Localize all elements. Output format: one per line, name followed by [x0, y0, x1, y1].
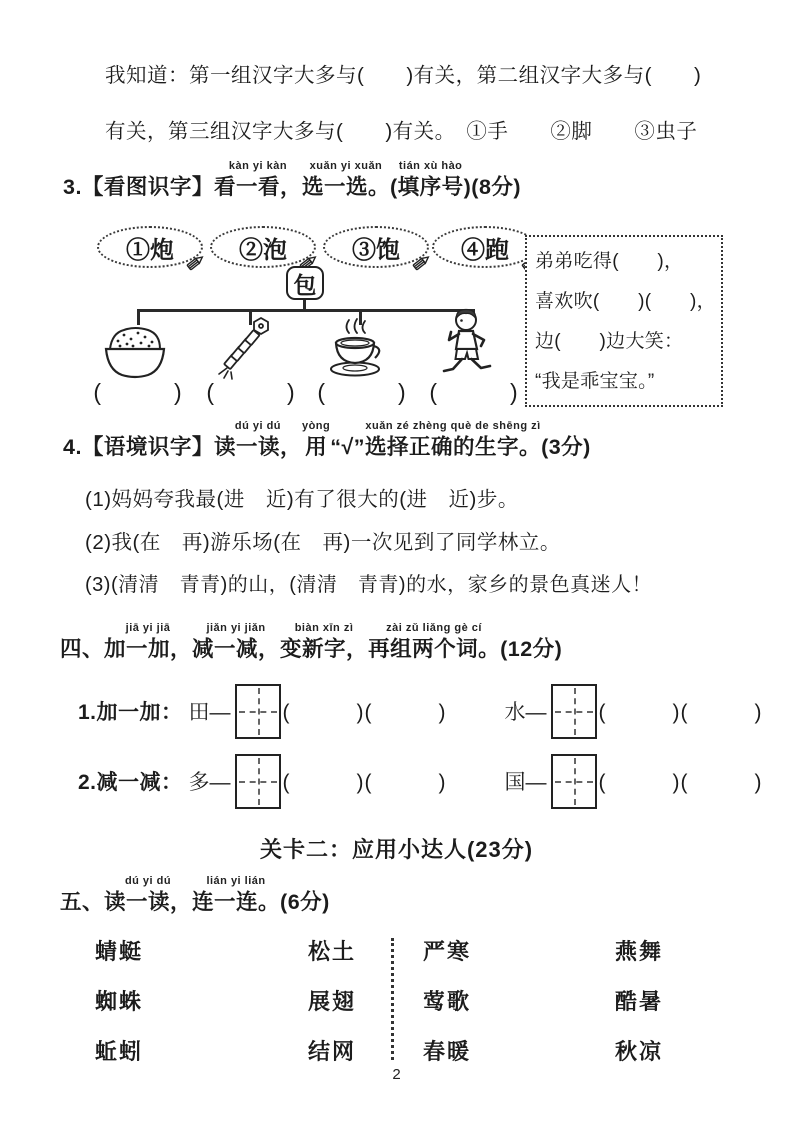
matching-column-seasons-left [423, 939, 471, 1065]
pencil-icon [185, 251, 207, 273]
sentence-box [525, 235, 723, 407]
heading-segment [330, 418, 365, 461]
matching-word: 酷暑 [615, 989, 664, 1014]
heading-text: 变新字， [280, 637, 369, 661]
matching-column-actions [308, 939, 356, 1065]
heading-segment [104, 873, 192, 916]
heading-text: 看一看， [213, 175, 302, 199]
grid-dashed-horizontal [555, 781, 593, 783]
heading-segment [390, 158, 471, 201]
heading-text: 读一读， [213, 435, 302, 459]
answer-blank: ( ) [317, 379, 407, 405]
gateway-two-heading: 关卡二：应用小达人(23分) [259, 837, 534, 862]
heading-segment [192, 873, 280, 916]
pinyin: jiǎn yi jiǎn [206, 622, 266, 634]
pinyin: jiā yi jiā [125, 622, 171, 634]
pinyin: tián xù hào [398, 160, 463, 172]
heading-text: (填序号) [389, 175, 472, 199]
heading-segment [365, 418, 541, 461]
heading-text: 连一连。 [192, 890, 281, 914]
heading-text: 3.【看图识字】 [63, 175, 214, 199]
choice-oval-1 [97, 226, 203, 268]
firecracker-image [215, 314, 277, 382]
heading-segment [104, 620, 192, 663]
row-label: 2.减一减： [78, 771, 183, 794]
matching-word: 结网 [308, 1039, 357, 1064]
word-blanks: ( )( ) [282, 701, 447, 724]
source-character: 多— [188, 771, 231, 794]
heading-text: 用 [305, 435, 328, 459]
heading-text: “√” [330, 435, 366, 459]
matching-word: 燕舞 [615, 939, 664, 964]
pencil-icon [411, 251, 433, 273]
tree-branch-bar [137, 309, 474, 312]
matching-column-animals [95, 939, 143, 1065]
section4-item: (2)我(在 再)游乐场(在 再)一次见到了同学林立。 [85, 531, 561, 554]
grid-dashed-horizontal [239, 781, 277, 783]
heading-segment [192, 620, 280, 663]
sentence-line: 边( )边大笑： [535, 331, 684, 352]
heading-segment [214, 158, 302, 201]
heading-text: 再组两个词。 [368, 637, 501, 661]
heading-segment [368, 620, 500, 663]
section4-heading [63, 418, 591, 461]
heading-text: 四、 [60, 637, 105, 661]
word-blanks: ( )( ) [282, 771, 447, 794]
heading-text: (3分) [541, 435, 591, 459]
matching-column-seasons-right [615, 939, 663, 1065]
matching-word: 严寒 [423, 939, 472, 964]
section3-heading [63, 158, 521, 201]
heading-segment [280, 620, 368, 663]
answer-blank: ( ) [93, 379, 183, 405]
choice-label: ①炮 [126, 236, 174, 264]
heading-text: 选一选。 [301, 175, 390, 199]
heading-text: 选择正确的生字。 [365, 435, 542, 459]
matching-word: 春暖 [423, 1039, 472, 1064]
heading-segment [500, 620, 562, 663]
heading-text: 减一减， [192, 637, 281, 661]
pinyin: dú yi dú [234, 420, 282, 432]
rice-bowl-image [100, 322, 170, 380]
section4-item: (3)(清清 青青)的山，(清清 青青)的水，家乡的景色真迷人！ [85, 574, 653, 596]
teacup-image [322, 318, 390, 382]
heading-segment [60, 620, 104, 663]
grid-dashed-horizontal [239, 711, 277, 713]
choice-oval-2 [210, 226, 316, 268]
matching-word: 秋凉 [615, 1039, 664, 1064]
heading-text: 读一读， [104, 890, 193, 914]
pinyin: xuǎn yi xuǎn [309, 160, 383, 172]
pinyin: zài zǔ liǎng gè cí [386, 622, 482, 634]
heading-segment [541, 418, 591, 461]
section3-diagram [0, 222, 793, 422]
sentence-line: “我是乖宝宝。” [535, 371, 655, 392]
heading-segment [63, 158, 214, 201]
intro-line-1: 我知道：第一组汉字大多与( )有关，第二组汉字大多与( ) [105, 64, 702, 87]
sentence-line: 弟弟吃得( )， [535, 251, 684, 272]
heading-segment [60, 873, 104, 916]
pinyin: kàn yi kàn [228, 160, 288, 172]
choice-oval-3 [323, 226, 429, 268]
matching-word: 蜘蛛 [95, 989, 144, 1014]
pinyin: biàn xīn zì [294, 622, 354, 634]
writing-grid [551, 684, 597, 739]
matching-word: 展翅 [308, 989, 357, 1014]
subtract-row [78, 748, 762, 814]
row-label: 1.加一加： [78, 701, 183, 724]
choice-label: ②泡 [239, 236, 287, 264]
heading-segment [63, 418, 214, 461]
heading-text: (6分) [280, 890, 330, 914]
add-row [78, 678, 762, 744]
running-boy-image [438, 306, 500, 382]
choice-label: ④跑 [461, 236, 509, 264]
section-four-heading [60, 620, 562, 663]
sentence-line: 喜欢吹( )( )， [535, 291, 716, 312]
matching-word: 莺歌 [423, 989, 472, 1014]
section5-heading [60, 873, 330, 916]
heading-segment [471, 158, 521, 201]
pinyin: dú yi dú [124, 875, 172, 887]
matching-word: 蚯蚓 [95, 1039, 144, 1064]
answer-blank: ( ) [429, 379, 519, 405]
page-number: 2 [392, 1066, 401, 1083]
tree-stem [303, 300, 306, 309]
pinyin: yòng [301, 420, 331, 432]
source-character: 国— [504, 771, 547, 794]
writing-grid [235, 684, 281, 739]
source-character: 水— [504, 701, 547, 724]
writing-grid [235, 754, 281, 809]
answer-blank: ( ) [206, 379, 296, 405]
heading-segment [302, 418, 330, 461]
heading-segment [280, 873, 330, 916]
grid-dashed-horizontal [555, 711, 593, 713]
root-character-box: 包 [286, 266, 324, 300]
heading-text: 加一加， [104, 637, 193, 661]
heading-segment [302, 158, 390, 201]
section4-item: (1)妈妈夸我最(进 近)有了很大的(进 近)步。 [85, 488, 519, 511]
dotted-divider [391, 938, 394, 1060]
heading-text: 五、 [60, 890, 105, 914]
matching-exercise [0, 933, 793, 1078]
heading-text: (12分) [500, 637, 563, 661]
matching-word: 松土 [308, 939, 357, 964]
heading-text: 4.【语境识字】 [63, 435, 214, 459]
pinyin: lián yi lián [206, 875, 266, 887]
choice-oval-4 [432, 226, 538, 268]
heading-text: (8分) [471, 175, 522, 199]
heading-segment [214, 418, 302, 461]
intro-line-2: 有关，第三组汉字大多与( )有关。 ①手 ②脚 ③虫子 [105, 120, 698, 143]
writing-grid [551, 754, 597, 809]
pinyin: xuǎn zé zhèng què de shēng zì [365, 420, 541, 432]
word-blanks: ( )( ) [598, 701, 763, 724]
word-blanks: ( )( ) [598, 771, 763, 794]
matching-word: 蜻蜓 [95, 939, 144, 964]
source-character: 田— [188, 701, 231, 724]
choice-label: ③饱 [352, 236, 400, 264]
